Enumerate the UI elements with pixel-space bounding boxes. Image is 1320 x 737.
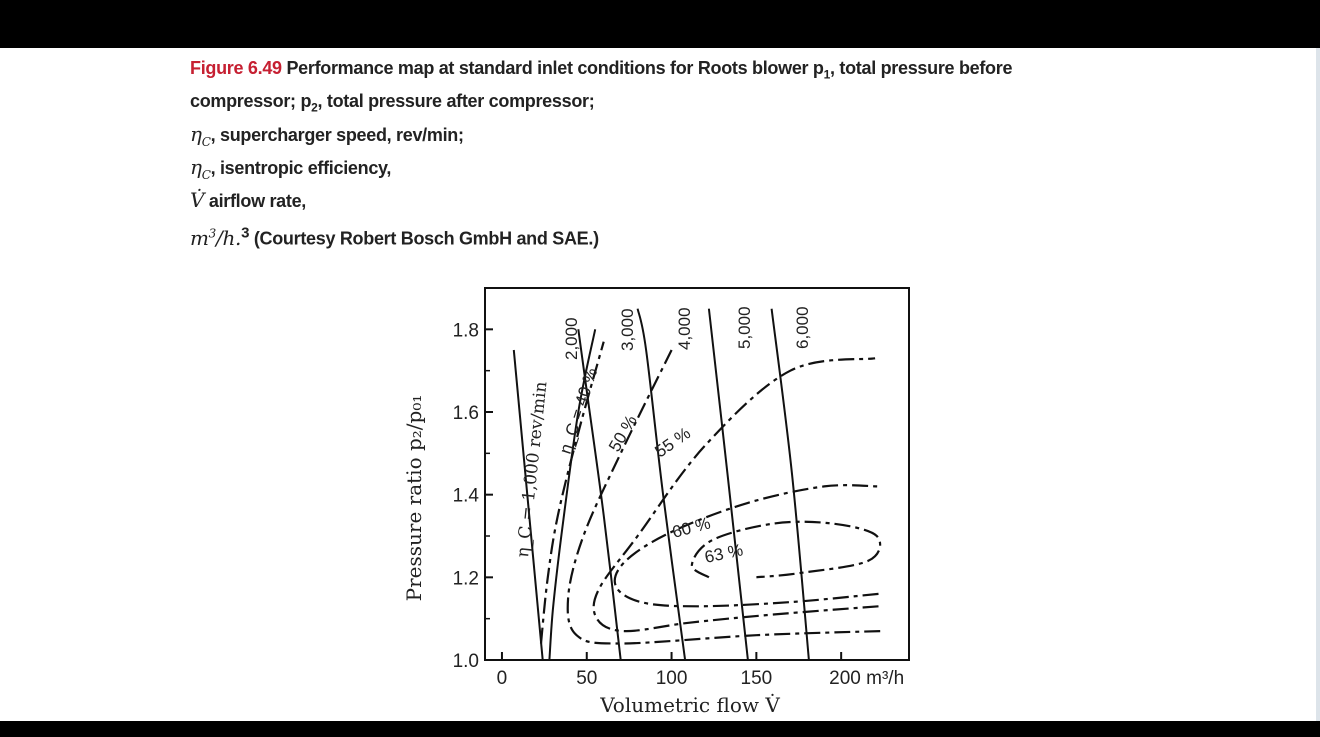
figure-label: Figure 6.49 — [190, 58, 282, 78]
speed-label-5000: 5,000 — [735, 306, 754, 349]
units-symbol: $m^3/h$. — [190, 225, 242, 250]
caption-line-6: $m^3/h.^3$ (Courtesy Robert Bosch GmbH and SAE.) — [190, 224, 599, 250]
y-tick-label: 1.6 — [452, 403, 479, 424]
caption-line-5: V̇ airflow rate, — [190, 188, 306, 212]
eta-symbol: $\eta_C$ — [190, 122, 211, 149]
y-tick-label: 1.8 — [452, 320, 479, 342]
speed-label-6000: 6,000 — [793, 306, 812, 349]
document-page — [0, 48, 1320, 721]
x-tick-label: 200 m³/h — [829, 668, 905, 689]
speed-label-3000: 3,000 — [618, 308, 637, 351]
caption-line-2: compressor; $p_2$, total pressure after compressor; — [190, 91, 595, 115]
caption-line-1: Figure 6.49 Performance map at standard inlet conditions for Roots blower $p_1$, total pressure before — [190, 58, 1013, 82]
eta-symbol: $\eta_C$ — [190, 155, 211, 182]
efficiency-contour-2 — [594, 358, 879, 631]
speed-label-1000: η_C = 1,000 rev/min — [513, 380, 552, 559]
efficiency-label-63: 63 % — [702, 540, 745, 567]
caption-line-3: $\eta_C$, supercharger speed, rev/min; — [190, 122, 464, 149]
speed-label-4000: 4,000 — [675, 307, 694, 350]
y-axis-label: Pressure ratio p₂/p₀₁ — [402, 394, 426, 602]
x-tick-label: 100 — [655, 668, 688, 689]
efficiency-label-60: 60 % — [670, 513, 713, 542]
efficiency-label-40: η_C = 40 % — [555, 365, 602, 457]
x-tick-label: 50 — [576, 668, 598, 689]
speed-line-4 — [709, 309, 748, 660]
speed-line-3 — [638, 309, 686, 660]
plot-frame — [485, 288, 909, 660]
efficiency-label-50: 50 % — [605, 411, 641, 455]
y-tick-label: 1.2 — [452, 568, 479, 590]
caption-line-4: $\eta_C$, isentropic efficiency, — [190, 155, 392, 182]
efficiency-label-55: 55 % — [651, 423, 695, 462]
x-tick-label: 150 — [740, 668, 773, 689]
y-tick-label: 1.0 — [452, 651, 479, 672]
v-dot-symbol: V̇ — [190, 188, 205, 212]
x-tick-label: 0 — [496, 668, 508, 689]
efficiency-contour-3 — [615, 485, 879, 606]
x-axis-label: Volumetric flow V̇ — [600, 693, 780, 717]
performance-map-chart — [0, 48, 1320, 721]
speed-label-2000: 2,000 — [562, 317, 581, 360]
speed-line-5 — [772, 309, 809, 660]
y-tick-label: 1.4 — [452, 485, 479, 507]
